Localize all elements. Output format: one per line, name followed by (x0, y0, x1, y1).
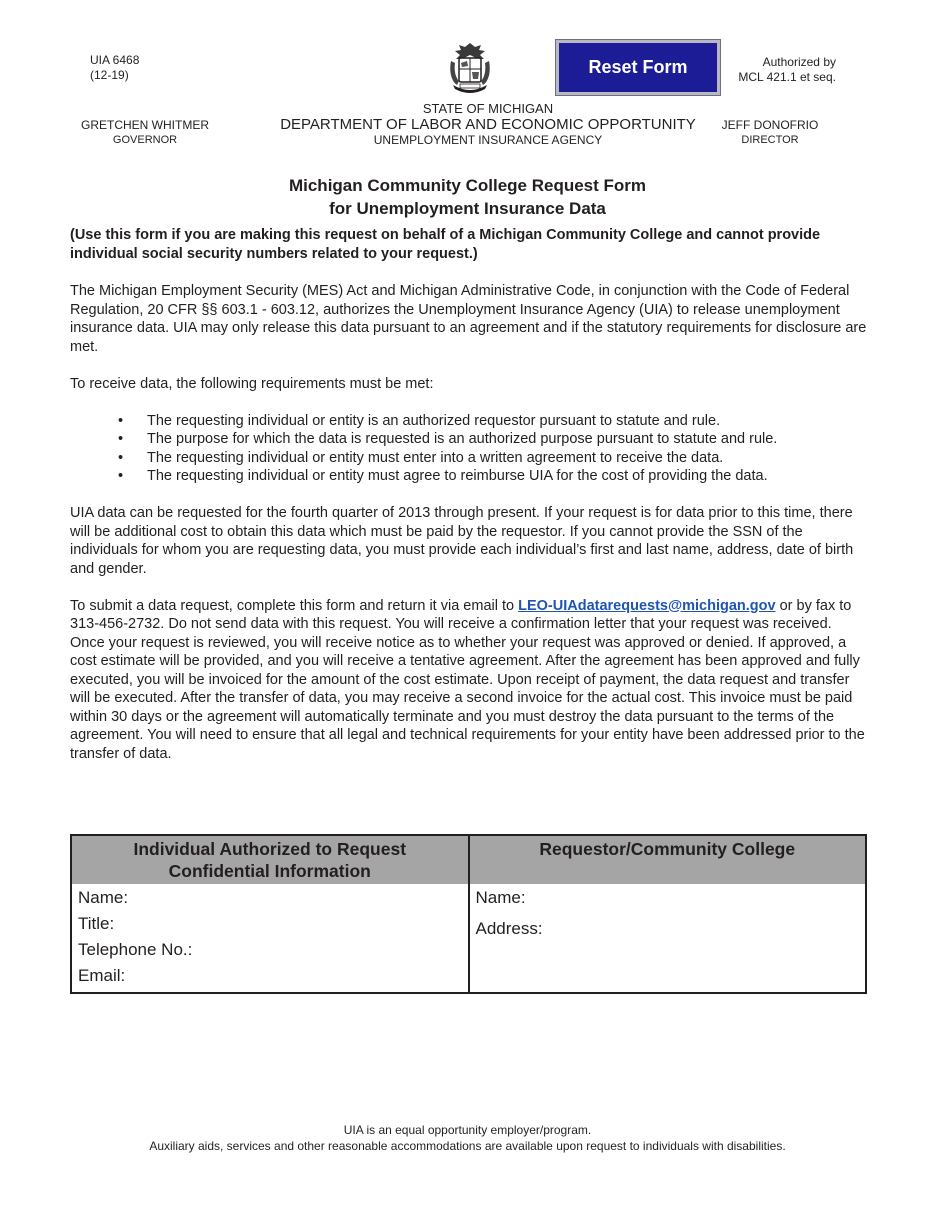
legal-authority-paragraph: The Michigan Employment Security (MES) Act and Michigan Administrative Code, in conjunction with the Code of Federal Regulation, 20 CFR §§ 603.1 - 603.12, authorizes the Unemployment Insurance Agency (UIA) to release unemployment insurance data. UIA may only release this data pursuant to an agreement and if the statutory requirements for disclosure are met. (70, 283, 867, 355)
governor-name: GRETCHEN WHITMER (81, 118, 209, 132)
department-block (250, 101, 726, 148)
form-date: (12-19) (90, 68, 129, 82)
director-block (700, 118, 840, 148)
requestor-header: Requestor/Community College (469, 835, 867, 884)
form-title-line1: Michigan Community College Request Form (288, 176, 647, 195)
director-title: DIRECTOR (741, 134, 799, 146)
state-seal-icon (445, 41, 495, 95)
individual-telephone-field[interactable]: Telephone No.: (78, 940, 193, 959)
bullet-icon: • (118, 449, 124, 466)
state-name: STATE OF MICHIGAN (422, 101, 554, 116)
authorization-note (728, 55, 836, 85)
accommodations-note: Auxiliary aids, services and other reasonable accommodations are available upon request to individuals with disabilities. (149, 1139, 786, 1153)
governor-block (70, 118, 220, 148)
equal-opportunity-note: UIA is an equal opportunity employer/program. (343, 1123, 592, 1137)
list-item: • The purpose for which the data is requested is an authorized purpose pursuant to statute and rule. (118, 431, 778, 447)
individual-name-field[interactable]: Name: (78, 888, 129, 907)
usage-instruction: (Use this form if you are making this request on behalf of a Michigan Community College and cannot provide individual social security numbers related to your request.) (70, 227, 821, 262)
governor-title: GOVERNOR (112, 134, 178, 146)
form-title (0, 174, 935, 220)
requirements-intro: To receive data, the following requirements must be met: (70, 375, 434, 392)
authorized-individual-header: Individual Authorized to Request Confidential Information (71, 835, 469, 884)
requestor-fields (469, 884, 867, 993)
college-name-field[interactable]: Name: (475, 888, 526, 907)
requirements-list (70, 412, 870, 486)
list-item: • The requesting individual or entity must enter into a written agreement to receive the data. (118, 449, 724, 466)
individual-email-field[interactable]: Email: (78, 966, 126, 985)
authorized-by: Authorized by (762, 55, 836, 69)
bullet-icon: • (118, 412, 124, 429)
submission-paragraph: To submit a data request, complete this form and return it via email to LEO-UIAdatarequests@michigan.gov or by fax to 313-456-2732. Do not send data with this request. You will receive a confirmation letter that your request was received. Once your request is reviewed, you will receive notice as to whether your request was approved or denied. If approved, a cost estimate will be provided, and you will receive a tentative agreement. After the agreement has been approved and fully executed, you will be invoiced for the amount of the cost estimate. Upon receipt of payment, the data request and transfer will be executed. After the transfer of data, you may receive a second invoice for the actual cost. This invoice must be paid within 30 days or the agreement will automatically terminate and you must destroy the data pursuant to the terms of the agreement. You will need to ensure that all legal and technical requirements for your entity have been addressed prior to the transfer of data. (70, 597, 865, 762)
list-item: • The requesting individual or entity is an authorized requestor pursuant to statute and rule. (118, 412, 721, 429)
data-period-paragraph: UIA data can be requested for the fourth quarter of 2013 through present. If your request is for data prior to this time, there will be additional cost to obtain this data which must be paid by the requestor. If you cannot provide the SSN of the individuals for whom you are requesting data, you must provide each individual’s first and last name, address, date of birth and gender. (70, 505, 854, 577)
statute: MCL 421.1 et seq. (738, 70, 836, 84)
form-title-line2: for Unemployment Insurance Data (329, 199, 606, 218)
form-body (70, 226, 870, 763)
footer (0, 1122, 935, 1154)
college-address-field[interactable]: Address: (475, 919, 543, 938)
list-item: • The requesting individual or entity must agree to reimburse UIA for the cost of providing the data. (118, 468, 768, 484)
bullet-icon: • (118, 468, 124, 484)
authorized-individual-fields (71, 884, 469, 993)
department-name: DEPARTMENT OF LABOR AND ECONOMIC OPPORTUNITY (280, 116, 696, 133)
agency-name: UNEMPLOYMENT INSURANCE AGENCY (373, 133, 603, 147)
director-name: JEFF DONOFRIO (721, 118, 819, 132)
form-number: UIA 6468 (90, 53, 140, 67)
requestor-info-table (70, 834, 867, 994)
bullet-icon: • (118, 431, 124, 447)
reset-form-button[interactable]: Reset Form (556, 40, 720, 95)
form-id (90, 53, 139, 83)
individual-title-field[interactable]: Title: (78, 914, 115, 933)
email-link[interactable]: LEO-UIAdatarequests@michigan.gov (518, 597, 776, 614)
